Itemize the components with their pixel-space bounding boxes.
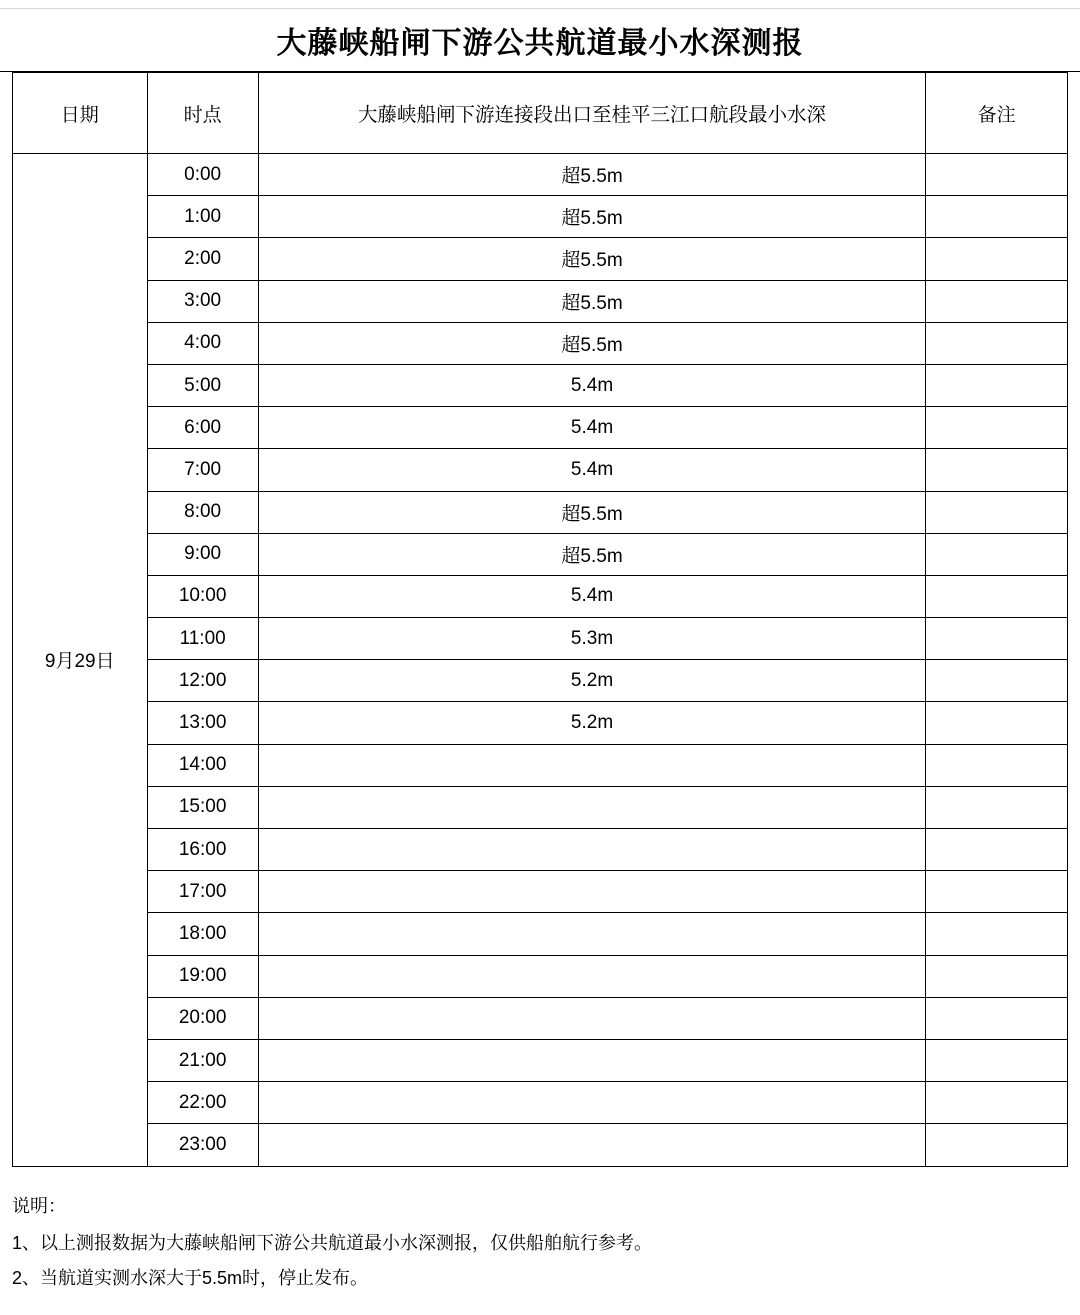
time-cell: 1:00 [147,196,258,238]
time-cell: 16:00 [147,829,258,871]
depth-cell [258,997,926,1039]
table-row [13,196,1068,238]
note-cell [926,280,1068,322]
time-cell: 5:00 [147,364,258,406]
depth-cell: 超5.5m [258,196,926,238]
note-item-2: 2、当航道实测水深大于5.5m时，停止发布。 [12,1267,369,1288]
table-row [13,618,1068,660]
depth-cell [258,829,926,871]
table-row [13,280,1068,322]
table-header [13,73,1068,154]
time-cell: 10:00 [147,575,258,617]
depth-cell: 5.4m [258,364,926,406]
note-item-1: 1、以上测报数据为大藤峡船闸下游公共航道最小水深测报，仅供船舶航行参考。 [12,1232,653,1253]
note-cell [926,829,1068,871]
time-cell: 6:00 [147,407,258,449]
top-spacer [0,0,1080,8]
time-cell: 3:00 [147,280,258,322]
table-row [13,491,1068,533]
note-cell [926,196,1068,238]
time-cell: 17:00 [147,871,258,913]
note-cell [926,154,1068,196]
table-header-row [13,73,1068,154]
time-cell: 7:00 [147,449,258,491]
table-row [13,1082,1068,1124]
depth-cell: 5.2m [258,660,926,702]
depth-cell: 5.2m [258,702,926,744]
table-body [13,154,1068,1167]
note-cell [926,238,1068,280]
table-row [13,533,1068,575]
water-depth-table [12,72,1068,1167]
depth-cell: 5.4m [258,449,926,491]
depth-cell: 超5.5m [258,322,926,364]
header-depth: 大藤峡船闸下游连接段出口至桂平三江口航段最小水深 [258,73,926,154]
time-cell: 0:00 [147,154,258,196]
note-cell [926,575,1068,617]
table-row [13,364,1068,406]
table-row [13,786,1068,828]
note-cell [926,1082,1068,1124]
time-cell: 19:00 [147,955,258,997]
depth-cell [258,913,926,955]
table-row [13,955,1068,997]
note-cell [926,997,1068,1039]
time-cell: 11:00 [147,618,258,660]
depth-cell [258,744,926,786]
depth-cell: 超5.5m [258,238,926,280]
note-cell [926,702,1068,744]
notes-heading: 说明： [12,1195,66,1216]
depth-cell: 5.4m [258,407,926,449]
note-cell [926,786,1068,828]
note-cell [926,491,1068,533]
time-cell: 22:00 [147,1082,258,1124]
table-row [13,154,1068,196]
depth-cell: 超5.5m [258,491,926,533]
time-cell: 23:00 [147,1124,258,1166]
depth-cell: 超5.5m [258,533,926,575]
note-cell [926,533,1068,575]
note-cell [926,1039,1068,1081]
note-cell [926,618,1068,660]
note-cell [926,955,1068,997]
note-cell [926,1124,1068,1166]
time-cell: 12:00 [147,660,258,702]
table-row [13,829,1068,871]
note-cell [926,913,1068,955]
time-cell: 14:00 [147,744,258,786]
table-row [13,238,1068,280]
table-row [13,997,1068,1039]
depth-cell: 5.3m [258,618,926,660]
time-cell: 4:00 [147,322,258,364]
table-row [13,407,1068,449]
depth-cell: 5.4m [258,575,926,617]
table-row [13,913,1068,955]
depth-cell [258,871,926,913]
date-cell: 9月29日 [13,154,148,1167]
note-cell [926,744,1068,786]
document-title-row [0,8,1080,72]
table-row [13,322,1068,364]
time-cell: 20:00 [147,997,258,1039]
note-cell [926,322,1068,364]
depth-cell [258,1124,926,1166]
table-row [13,871,1068,913]
depth-cell [258,955,926,997]
depth-cell: 超5.5m [258,154,926,196]
time-cell: 9:00 [147,533,258,575]
header-time: 时点 [147,73,258,154]
table-row [13,1124,1068,1166]
depth-cell: 超5.5m [258,280,926,322]
note-cell [926,871,1068,913]
notes-section [12,1167,1068,1296]
time-cell: 21:00 [147,1039,258,1081]
table-row [13,575,1068,617]
note-cell [926,660,1068,702]
table-row [13,660,1068,702]
time-cell: 13:00 [147,702,258,744]
table-row [13,702,1068,744]
time-cell: 8:00 [147,491,258,533]
note-cell [926,407,1068,449]
note-cell [926,364,1068,406]
time-cell: 15:00 [147,786,258,828]
header-note: 备注 [926,73,1068,154]
table-row [13,1039,1068,1081]
note-cell [926,449,1068,491]
depth-cell [258,1082,926,1124]
time-cell: 2:00 [147,238,258,280]
page-title: 大藤峡船闸下游公共航道最小水深测报 [276,27,804,60]
depth-cell [258,786,926,828]
table-row [13,744,1068,786]
header-date: 日期 [13,73,148,154]
time-cell: 18:00 [147,913,258,955]
depth-cell [258,1039,926,1081]
table-row [13,449,1068,491]
